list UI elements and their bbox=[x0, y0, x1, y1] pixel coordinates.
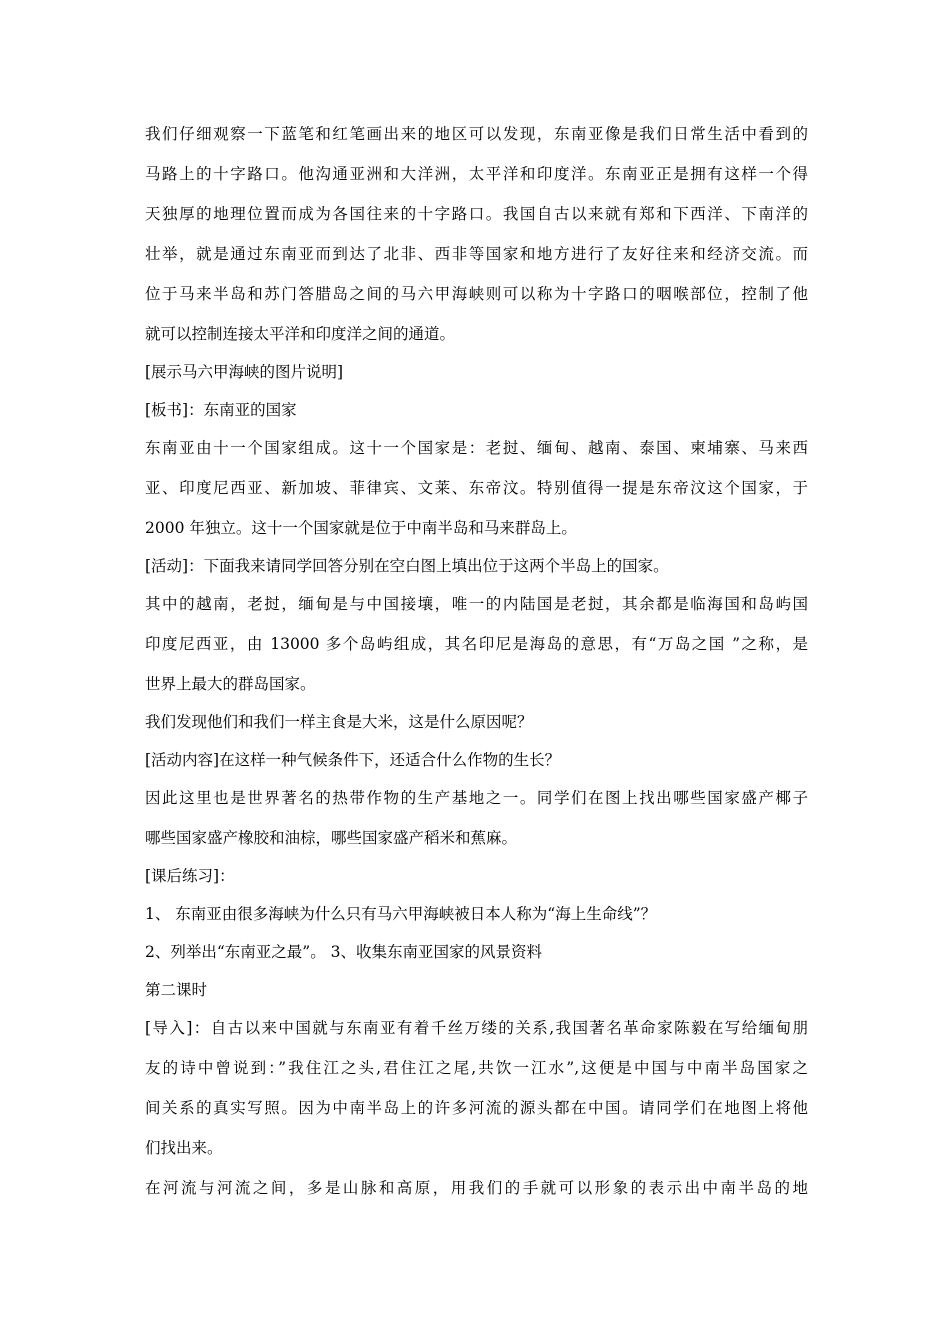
paragraph-line: 其中的越南，老挝，缅甸是与中国接壤，唯一的内陆国是老挝，其余都是临海国和岛屿国 bbox=[145, 595, 808, 613]
paragraph-line: 位于马来半岛和苏门答腊岛之间的马六甲海峡则可以称为十字路口的咽喉部位，控制了他 bbox=[145, 285, 808, 303]
paragraph-line: 我们发现他们和我们一样主食是大米，这是什么原因呢？ bbox=[145, 713, 533, 731]
paragraph-line: 东南亚由十一个国家组成。这十一个国家是：老挝、缅甸、越南、泰国、柬埔寨、马来西 bbox=[145, 439, 808, 457]
paragraph-line: 壮举，就是通过东南亚而到达了北非、西非等国家和地方进行了友好往来和经济交流。而 bbox=[145, 245, 808, 263]
paragraph-line: 在河流与河流之间，多是山脉和高原，用我们的手就可以形象的表示出中南半岛的地 bbox=[145, 1179, 808, 1197]
paragraph-line: 2、列举出“东南亚之最”。 3、收集东南亚国家的风景资料 bbox=[145, 943, 543, 961]
paragraph-line: [活动]：下面我来请同学回答分别在空白图上填出位于这两个半岛上的国家。 bbox=[145, 557, 669, 575]
paragraph-line: [活动内容]在这样一种气候条件下，还适合什么作物的生长？ bbox=[145, 751, 561, 769]
paragraph-line: 马路上的十字路口。他沟通亚洲和大洋洲，太平洋和印度洋。东南亚正是拥有这样一个得 bbox=[145, 165, 808, 183]
paragraph-line: 世界上最大的群岛国家。 bbox=[145, 675, 316, 693]
paragraph-line: [课后练习]： bbox=[145, 867, 235, 885]
paragraph-line: 们找出来。 bbox=[145, 1139, 223, 1157]
paragraph-line: 友的诗中曾说到：”我住江之头,君住江之尾,共饮一江水”,这便是中国与中南半岛国家之 bbox=[145, 1059, 808, 1077]
paragraph-line: [板书]：东南亚的国家 bbox=[145, 401, 297, 419]
paragraph-line: 哪些国家盛产橡胶和油棕，哪些国家盛产稻米和蕉麻。 bbox=[145, 829, 518, 847]
paragraph-line: 就可以控制连接太平洋和印度洋之间的通道。 bbox=[145, 325, 456, 343]
paragraph-line: 2000 年独立。这十一个国家就是位于中南半岛和马来群岛上。 bbox=[145, 519, 577, 537]
paragraph-line: 亚、印度尼西亚、新加坡、菲律宾、文莱、东帝汶。特别值得一提是东帝汶这个国家，于 bbox=[145, 479, 808, 497]
paragraph-line: 间关系的真实写照。因为中南半岛上的许多河流的源头都在中国。请同学们在地图上将他 bbox=[145, 1099, 808, 1117]
paragraph-line: 我们仔细观察一下蓝笔和红笔画出来的地区可以发现，东南亚像是我们日常生活中看到的 bbox=[145, 125, 808, 143]
paragraph-line: [导入]：自古以来中国就与东南亚有着千丝万缕的关系,我国著名革命家陈毅在写给缅甸朋 bbox=[145, 1019, 808, 1037]
paragraph-line: [展示马六甲海峡的图片说明] bbox=[145, 363, 344, 381]
paragraph-line: 天独厚的地理位置而成为各国往来的十字路口。我国自古以来就有郑和下西洋、下南洋的 bbox=[145, 205, 808, 223]
paragraph-line: 1、 东南亚由很多海峡为什么只有马六甲海峡被日本人称为“海上生命线”？ bbox=[145, 905, 657, 923]
paragraph-line: 第二课时 bbox=[145, 981, 208, 999]
paragraph-line: 因此这里也是世界著名的热带作物的生产基地之一。同学们在图上找出哪些国家盛产椰子 bbox=[145, 789, 808, 807]
paragraph-line: 印度尼西亚，由 13000 多个岛屿组成，其名印尼是海岛的意思，有“万岛之国 ”之称，是 bbox=[145, 635, 808, 653]
